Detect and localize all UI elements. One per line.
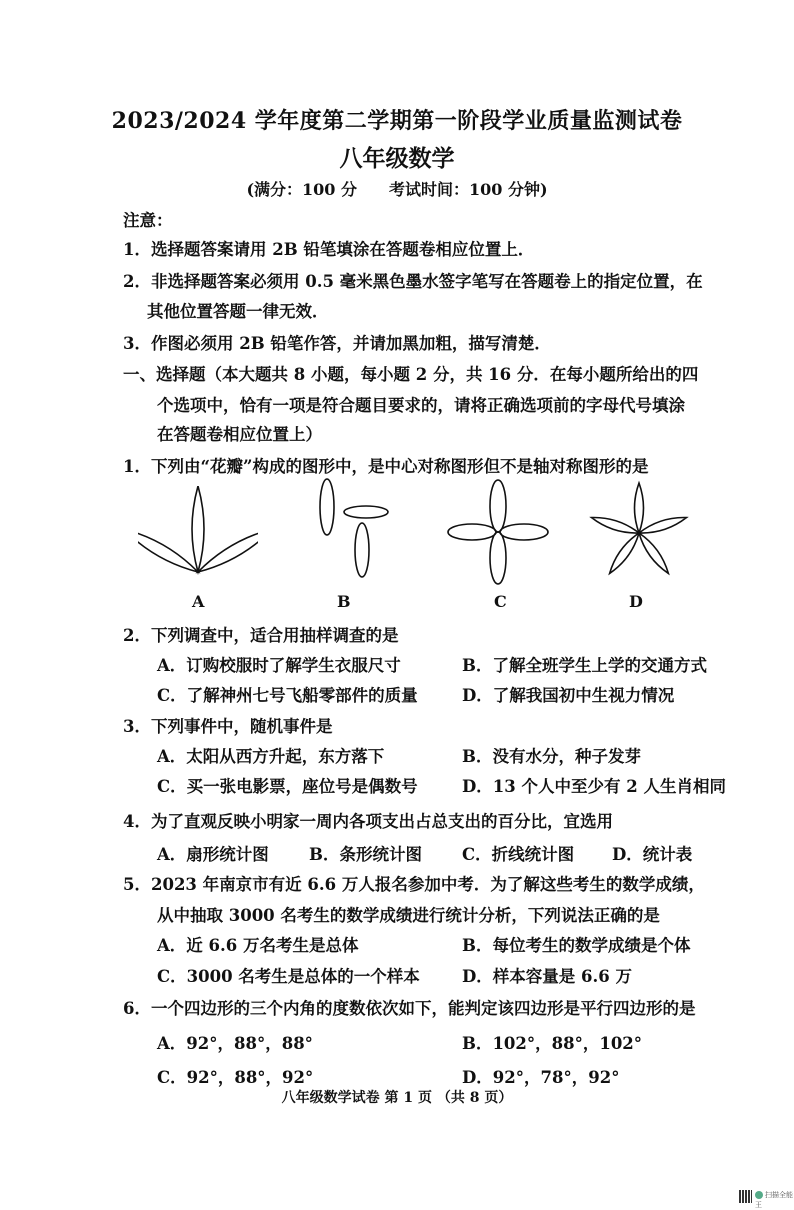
q3-option-c: C．买一张电影票，座位号是偶数号 bbox=[157, 777, 418, 796]
page-footer: 八年级数学试卷 第 1 页 （共 8 页） bbox=[281, 1090, 513, 1106]
figure-label-c: C bbox=[494, 592, 507, 611]
q4-option-d: D．统计表 bbox=[612, 845, 693, 864]
petal-b-right bbox=[344, 506, 388, 518]
q2-option-b: B．了解全班学生上学的交通方式 bbox=[462, 656, 707, 675]
scanner-logo-icon bbox=[755, 1191, 763, 1199]
figure-a bbox=[138, 486, 258, 576]
q6-option-c: C．92°，88°，92° bbox=[157, 1068, 314, 1087]
q3-option-b: B．没有水分，种子发芽 bbox=[462, 747, 641, 766]
figure-label-b: B bbox=[337, 592, 351, 611]
q5-stem-line2: 从中抽取 3000 名考生的数学成绩进行统计分析，下列说法正确的是 bbox=[157, 906, 660, 925]
petal-c-down bbox=[490, 532, 506, 584]
q2-option-a: A．订购校服时了解学生衣服尺寸 bbox=[157, 656, 401, 675]
note-1: 1．选择题答案请用 2B 铅笔填涂在答题卷相应位置上． bbox=[123, 240, 535, 259]
q2-option-c: C．了解神州七号飞船零部件的质量 bbox=[157, 686, 418, 705]
section-heading-line1: 一、选择题（本大题共 8 小题，每小题 2 分，共 16 分．在每小题所给出的四 bbox=[123, 365, 699, 384]
petal-d-2 bbox=[638, 513, 688, 537]
notes-heading: 注意： bbox=[123, 211, 173, 230]
q3-option-d: D．13 个人中至少有 2 人生肖相同 bbox=[462, 777, 726, 796]
q2-stem: 2．下列调查中，适合用抽样调查的是 bbox=[123, 626, 399, 645]
petal-d-3 bbox=[635, 530, 672, 576]
q6-option-b: B．102°，88°，102° bbox=[462, 1034, 643, 1053]
exam-title: 2023/2024 学年度第二学期第一阶段学业质量监测试卷 bbox=[111, 108, 683, 134]
petal-b-top bbox=[320, 479, 334, 535]
q3-stem: 3．下列事件中，随机事件是 bbox=[123, 717, 333, 736]
note-2: 2．非选择题答案必须用 0.5 毫米黑色墨水签字笔写在答题卷上的指定位置，在 bbox=[123, 272, 703, 291]
petal-d-1 bbox=[635, 483, 644, 533]
figure-b bbox=[295, 477, 395, 587]
note-2-cont: 其他位置答题一律无效． bbox=[147, 302, 329, 321]
q5-option-a: A．近 6.6 万名考生是总体 bbox=[157, 936, 359, 955]
qr-code-icon bbox=[739, 1190, 752, 1203]
q6-option-a: A．92°，88°，88° bbox=[157, 1034, 313, 1053]
q2-option-d: D．了解我国初中生视力情况 bbox=[462, 686, 675, 705]
q4-stem: 4．为了直观反映小明家一周内各项支出占总支出的百分比，宜选用 bbox=[123, 812, 613, 831]
petal-a-center bbox=[192, 486, 204, 572]
q4-option-a: A．扇形统计图 bbox=[157, 845, 269, 864]
watermark bbox=[755, 1190, 794, 1210]
exam-info: (满分：100 分 考试时间：100 分钟) bbox=[246, 180, 548, 199]
q4-option-c: C．折线统计图 bbox=[462, 845, 575, 864]
q4-option-b: B．条形统计图 bbox=[309, 845, 422, 864]
q5-stem-line1: 5．2023 年南京市有近 6.6 万人报名参加中考．为了解这些考生的数学成绩， bbox=[123, 875, 705, 894]
q5-option-d: D．样本容量是 6.6 万 bbox=[462, 967, 633, 986]
petal-c-right bbox=[500, 524, 548, 540]
figure-label-d: D bbox=[629, 592, 643, 611]
q5-option-b: B．每位考生的数学成绩是个体 bbox=[462, 936, 691, 955]
figure-d bbox=[588, 478, 690, 588]
subject-title: 八年级数学 bbox=[339, 145, 455, 172]
q6-option-d: D．92°，78°，92° bbox=[462, 1068, 620, 1087]
note-3: 3．作图必须用 2B 铅笔作答，并请加黑加粗，描写清楚． bbox=[123, 334, 551, 353]
watermark-text: 扫描全能王 bbox=[755, 1191, 793, 1209]
petal-d-5 bbox=[590, 513, 640, 537]
figure-label-a: A bbox=[192, 592, 205, 611]
petal-d-4 bbox=[606, 530, 643, 576]
q3-option-a: A．太阳从西方升起，东方落下 bbox=[157, 747, 385, 766]
section-heading-line3: 在答题卷相应位置上） bbox=[157, 425, 322, 444]
q6-stem: 6．一个四边形的三个内角的度数依次如下，能判定该四边形是平行四边形的是 bbox=[123, 999, 696, 1018]
figure-c bbox=[447, 478, 549, 586]
petal-b-bottom bbox=[355, 523, 369, 577]
q5-option-c: C．3000 名考生是总体的一个样本 bbox=[157, 967, 420, 986]
petal-c-up bbox=[490, 480, 506, 532]
petal-c-left bbox=[448, 524, 496, 540]
q1-stem: 1．下列由“花瓣”构成的图形中，是中心对称图形但不是轴对称图形的是 bbox=[123, 457, 649, 476]
section-heading-line2: 个选项中，恰有一项是符合题目要求的，请将正确选项前的字母代号填涂 bbox=[157, 396, 685, 415]
